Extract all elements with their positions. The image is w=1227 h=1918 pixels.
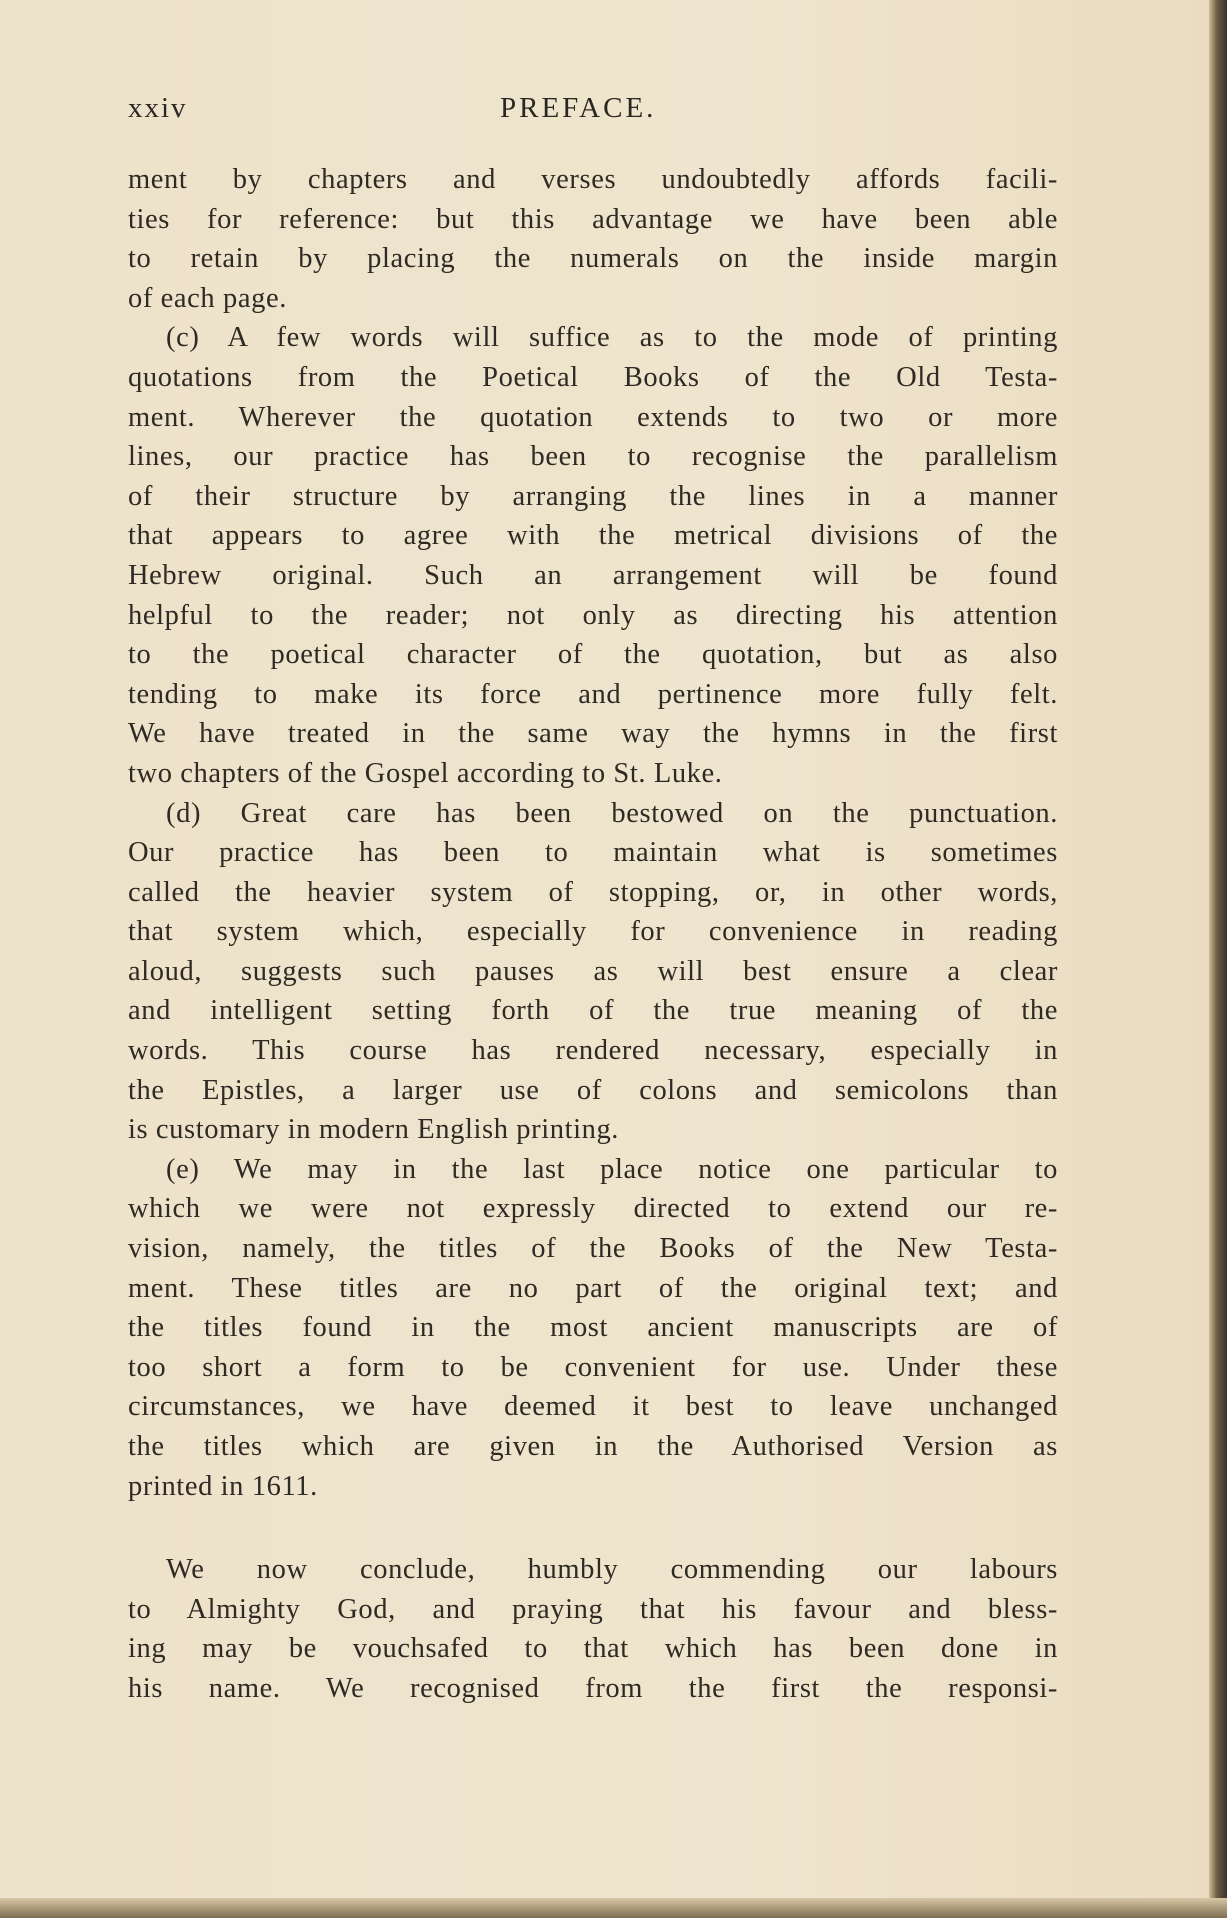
text-line: of each page. [128, 282, 287, 314]
text-line: quotations from the Poetical Books of the Old Testa- [128, 361, 1058, 393]
text-line: the Epistles, a larger use of colons and semicolons than [128, 1074, 1058, 1106]
page-edge-shadow [1209, 0, 1227, 1918]
text-line: his name. We recognised from the first the responsi- [128, 1672, 1058, 1704]
text-line: of their structure by arranging the lines in a manner [128, 480, 1058, 512]
page-header [128, 92, 1058, 132]
text-line: We have treated in the same way the hymns in the first [128, 718, 1058, 750]
text-line: (c) A few words will suffice as to the mode of printing [166, 322, 1058, 354]
page-number: xxiv [128, 92, 188, 124]
text-line: printed in 1611. [128, 1470, 318, 1502]
text-line: ment. Wherever the quotation extends to two or more [128, 401, 1058, 433]
text-line: lines, our practice has been to recognise the parallelism [128, 441, 1058, 473]
text-line: helpful to the reader; not only as directing his attention [128, 599, 1058, 631]
text-line: to retain by placing the numerals on the inside margin [128, 243, 1058, 275]
text-line: the titles which are given in the Authorised Version as [128, 1431, 1058, 1462]
text-line: too short a form to be convenient for use. Under these [128, 1351, 1058, 1383]
text-line: and intelligent setting forth of the true meaning of the [128, 995, 1058, 1027]
body-text [128, 160, 1058, 1709]
text-line: two chapters of the Gospel according to St. Luke. [128, 757, 723, 789]
text-line: that system which, especially for convenience in reading [128, 916, 1058, 948]
paragraph-gap [128, 1506, 1058, 1550]
text-line: tending to make its force and pertinence more fully felt. [128, 678, 1058, 710]
text-line: (d) Great care has been bestowed on the punctuation. [166, 797, 1058, 829]
text-line: words. This course has rendered necessary, especially in [128, 1035, 1058, 1067]
page-bottom-edge [0, 1898, 1227, 1918]
text-line: vision, namely, the titles of the Books of the New Testa- [128, 1233, 1058, 1265]
text-line: (e) We may in the last place notice one particular to [166, 1153, 1058, 1185]
text-line: Our practice has been to maintain what is sometimes [128, 837, 1058, 869]
text-line: which we were not expressly directed to extend our re- [128, 1193, 1058, 1225]
text-line: to Almighty God, and praying that his favour and bless- [128, 1593, 1058, 1625]
text-line: is customary in modern English printing. [128, 1114, 620, 1146]
text-line: ment by chapters and verses undoubtedly affords facili- [128, 164, 1058, 195]
text-line: aloud, suggests such pauses as will best ensure a clear [128, 955, 1058, 987]
text-line: Hebrew original. Such an arrangement will be found [128, 559, 1058, 591]
running-title: PREFACE. [500, 92, 657, 124]
text-line: ties for reference: but this advantage we have been able [128, 203, 1058, 235]
text-line: ment. These titles are no part of the original text; and [128, 1272, 1058, 1304]
text-line: called the heavier system of stopping, or, in other words, [128, 876, 1058, 908]
text-line: to the poetical character of the quotation, but as also [128, 639, 1058, 671]
text-line: We now conclude, humbly commending our labours [166, 1554, 1058, 1586]
text-line: that appears to agree with the metrical divisions of the [128, 520, 1058, 552]
text-line: circumstances, we have deemed it best to leave unchanged [128, 1391, 1058, 1423]
text-line: the titles found in the most ancient manuscripts are of [128, 1312, 1058, 1344]
text-line: ing may be vouchsafed to that which has been done in [128, 1633, 1058, 1665]
